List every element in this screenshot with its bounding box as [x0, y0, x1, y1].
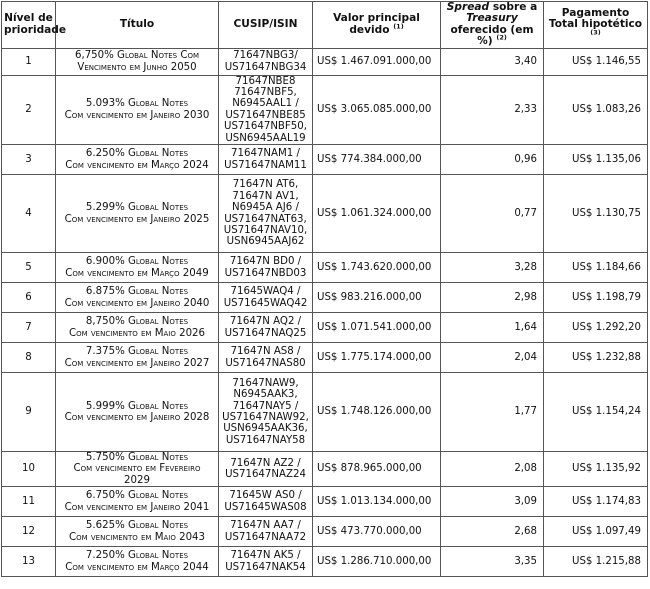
cusip-cell — [219, 487, 313, 517]
priority-cell: 5 — [2, 253, 56, 283]
principal-cell: US$ 1.743.620.000,00 — [313, 253, 441, 283]
spread-cell: 3,09 — [441, 487, 544, 517]
title-line: Com vencimento em Janeiro 2025 — [64, 213, 210, 225]
table-row — [2, 452, 648, 487]
title-cell — [56, 253, 219, 283]
priority-cell: 10 — [2, 452, 56, 487]
title-line: 6.750% Global Notes — [85, 490, 189, 502]
spread-cell: 1,77 — [441, 373, 544, 452]
payment-cell: US$ 1.184,66 — [544, 253, 648, 283]
cusip-code: 71647N AK5 / — [230, 550, 301, 562]
header-payment-note: (3) — [590, 27, 601, 36]
header-payment-text: Pagamento Total hipotético — [548, 6, 643, 31]
spread-cell: 2,04 — [441, 343, 544, 373]
principal-cell: US$ 983.216.000,00 — [313, 283, 441, 313]
cusip-code: 71647NBG3/ — [233, 50, 298, 62]
header-title: Título — [56, 2, 219, 49]
table-row — [2, 253, 648, 283]
title-line: Com vencimento em Janeiro 2028 — [64, 412, 210, 424]
cusip-code: 71647N AS8 / — [230, 346, 301, 358]
cusip-cell — [219, 283, 313, 313]
cusip-code: US71647NAV10, — [223, 224, 308, 236]
title-line: 6.900% Global Notes — [85, 256, 189, 268]
spread-cell: 2,33 — [441, 75, 544, 144]
title-line: Com vencimento em Janeiro 2027 — [64, 357, 210, 369]
notes-table — [1, 1, 648, 577]
cusip-code: 71647N AZ2 / — [230, 457, 301, 469]
principal-cell: US$ 473.770.000,00 — [313, 517, 441, 547]
spread-cell: 2,98 — [441, 283, 544, 313]
title-line: Com vencimento em Fevereiro — [73, 463, 201, 475]
cusip-code: US71647NAA72 — [224, 531, 307, 543]
principal-cell: US$ 1.286.710.000,00 — [313, 547, 441, 577]
title-line: 5.299% Global Notes — [85, 202, 189, 214]
payment-cell: US$ 1.135,06 — [544, 145, 648, 175]
header-spread-italic: Spread — [446, 1, 490, 13]
title-line: 8,750% Global Notes — [85, 316, 189, 328]
principal-cell: US$ 774.384.000,00 — [313, 145, 441, 175]
cusip-code: 71647NBF5, — [234, 87, 297, 99]
title-line: 6.875% Global Notes — [85, 286, 189, 298]
payment-cell: US$ 1.130,75 — [544, 175, 648, 253]
priority-cell: 1 — [2, 48, 56, 75]
cusip-code: US71647NAS80 — [225, 357, 306, 369]
title-cell — [56, 48, 219, 75]
header-principal — [313, 2, 441, 49]
title-cell — [56, 75, 219, 144]
payment-cell: US$ 1.174,83 — [544, 487, 648, 517]
cusip-cell — [219, 75, 313, 144]
principal-cell: US$ 878.965.000,00 — [313, 452, 441, 487]
priority-cell: 9 — [2, 373, 56, 452]
title-cell — [56, 452, 219, 487]
payment-cell: US$ 1.146,55 — [544, 48, 648, 75]
cusip-cell — [219, 373, 313, 452]
payment-cell: US$ 1.215,88 — [544, 547, 648, 577]
spread-cell: 3,40 — [441, 48, 544, 75]
title-line: Vencimento em Junho 2050 — [77, 61, 197, 73]
payment-cell: US$ 1.232,88 — [544, 343, 648, 373]
priority-cell: 2 — [2, 75, 56, 144]
cusip-code: 71645WAQ4 / — [230, 286, 301, 298]
table-row — [2, 283, 648, 313]
title-line: Com vencimento em Março 2049 — [65, 267, 209, 279]
title-line: Com vencimento em Março 2024 — [65, 159, 209, 171]
priority-cell: 8 — [2, 343, 56, 373]
title-cell — [56, 517, 219, 547]
header-principal-note: (1) — [393, 22, 404, 31]
principal-cell: US$ 1.748.126.000,00 — [313, 373, 441, 452]
cusip-code: N6945A AJ6 / — [232, 202, 299, 214]
cusip-cell — [219, 517, 313, 547]
cusip-code: N6945AAL1 / — [232, 98, 299, 110]
cusip-cell — [219, 547, 313, 577]
title-line: Com vencimento em Março 2044 — [65, 561, 209, 573]
title-line: Com vencimento em Janeiro 2040 — [64, 297, 210, 309]
priority-cell: 12 — [2, 517, 56, 547]
header-payment — [544, 2, 648, 49]
cusip-code: 71647NAW9, — [232, 377, 299, 389]
cusip-cell — [219, 253, 313, 283]
title-line: 2029 — [124, 474, 150, 486]
cusip-code: USN6945AAJ62 — [226, 236, 305, 248]
table-row — [2, 313, 648, 343]
cusip-code: 71647N AA7 / — [230, 520, 301, 532]
priority-cell: 3 — [2, 145, 56, 175]
principal-cell: US$ 1.071.541.000,00 — [313, 313, 441, 343]
principal-cell: US$ 3.065.085.000,00 — [313, 75, 441, 144]
cusip-code: US71647NAZ24 — [225, 469, 306, 481]
cusip-code: US71647NBD03 — [224, 267, 307, 279]
cusip-code: 71647NBE8 — [235, 75, 296, 87]
cusip-cell — [219, 145, 313, 175]
title-cell — [56, 487, 219, 517]
header-spread — [441, 2, 544, 49]
cusip-code: US71647NAW92, — [222, 412, 309, 424]
payment-cell: US$ 1.135,92 — [544, 452, 648, 487]
principal-cell: US$ 1.467.091.000,00 — [313, 48, 441, 75]
cusip-code: USN6945AAK36, — [223, 423, 308, 435]
priority-cell: 4 — [2, 175, 56, 253]
header-cusip: CUSIP/ISIN — [219, 2, 313, 49]
payment-cell: US$ 1.083,26 — [544, 75, 648, 144]
title-line: Com vencimento em Maio 2026 — [68, 327, 206, 339]
spread-cell: 2,68 — [441, 517, 544, 547]
cusip-code: 71647NAM1 / — [231, 148, 300, 160]
priority-cell: 13 — [2, 547, 56, 577]
title-cell — [56, 175, 219, 253]
payment-cell: US$ 1.198,79 — [544, 283, 648, 313]
table-row — [2, 517, 648, 547]
header-spread-rest1: sobre a — [489, 1, 538, 13]
spread-cell: 0,77 — [441, 175, 544, 253]
title-cell — [56, 313, 219, 343]
table-row — [2, 48, 648, 75]
title-line: Com vencimento em Janeiro 2030 — [64, 109, 210, 121]
header-spread-italic2: Treasury — [466, 12, 518, 25]
table-row — [2, 175, 648, 253]
principal-cell: US$ 1.775.174.000,00 — [313, 343, 441, 373]
header-row — [2, 2, 648, 49]
title-cell — [56, 547, 219, 577]
principal-cell: US$ 1.061.324.000,00 — [313, 175, 441, 253]
cusip-cell — [219, 313, 313, 343]
title-line: 7.375% Global Notes — [85, 346, 189, 358]
title-line: 5.750% Global Notes — [85, 452, 189, 464]
table-row — [2, 343, 648, 373]
cusip-code: US71645WAS08 — [224, 501, 307, 513]
title-line: 5.625% Global Notes — [85, 520, 189, 532]
header-priority: Nível de prioridade — [2, 2, 56, 49]
cusip-code: US71647NBF50, — [223, 121, 307, 133]
cusip-cell — [219, 48, 313, 75]
title-line: 6.250% Global Notes — [85, 148, 189, 160]
cusip-code: 71647N AQ2 / — [229, 316, 302, 328]
cusip-code: 71647N BD0 / — [229, 256, 302, 268]
title-line: 6,750% Global Notes Com — [74, 50, 200, 62]
cusip-code: N6945AAK3, — [233, 389, 298, 401]
cusip-code: US71645WAQ42 — [223, 297, 308, 309]
spread-cell: 3,28 — [441, 253, 544, 283]
cusip-code: 71647NAY5 / — [232, 400, 299, 412]
table-body — [2, 48, 648, 577]
table-row — [2, 373, 648, 452]
principal-cell: US$ 1.013.134.000,00 — [313, 487, 441, 517]
cusip-code: 71645W AS0 / — [229, 490, 302, 502]
spread-cell: 2,08 — [441, 452, 544, 487]
cusip-code: 71647N AT6, — [232, 179, 299, 191]
title-line: Com vencimento em Maio 2043 — [68, 531, 206, 543]
priority-cell: 6 — [2, 283, 56, 313]
cusip-cell — [219, 452, 313, 487]
payment-cell: US$ 1.292,20 — [544, 313, 648, 343]
title-cell — [56, 373, 219, 452]
title-cell — [56, 343, 219, 373]
cusip-code: US71647NBG34 — [224, 61, 307, 73]
cusip-code: 71647N AV1, — [232, 190, 299, 202]
header-principal-text: Valor principal devido — [333, 12, 420, 36]
cusip-code: US71647NAQ25 — [224, 327, 307, 339]
cusip-code: US71647NAM11 — [224, 159, 307, 171]
table-row — [2, 547, 648, 577]
spread-cell: 3,35 — [441, 547, 544, 577]
cusip-code: USN6945AAL19 — [225, 132, 306, 144]
cusip-code: US71647NAY58 — [225, 434, 306, 446]
cusip-code: US71647NAT63, — [224, 213, 307, 225]
priority-cell: 7 — [2, 313, 56, 343]
title-line: 5.999% Global Notes — [85, 400, 189, 412]
header-spread-note: (2) — [496, 33, 507, 42]
table-row — [2, 487, 648, 517]
cusip-cell — [219, 175, 313, 253]
title-cell — [56, 283, 219, 313]
header-spread-rest2: oferecido (em %) — [450, 23, 534, 48]
cusip-cell — [219, 343, 313, 373]
spread-cell: 1,64 — [441, 313, 544, 343]
title-line: 7.250% Global Notes — [85, 550, 189, 562]
cusip-code: US71647NBE85 — [225, 109, 306, 121]
payment-cell: US$ 1.154,24 — [544, 373, 648, 452]
payment-cell: US$ 1.097,49 — [544, 517, 648, 547]
priority-cell: 11 — [2, 487, 56, 517]
title-cell — [56, 145, 219, 175]
table-row — [2, 145, 648, 175]
spread-cell: 0,96 — [441, 145, 544, 175]
cusip-code: US71647NAK54 — [225, 561, 306, 573]
title-line: 5.093% Global Notes — [85, 98, 189, 110]
table-row — [2, 75, 648, 144]
title-line: Com vencimento em Janeiro 2041 — [64, 501, 210, 513]
